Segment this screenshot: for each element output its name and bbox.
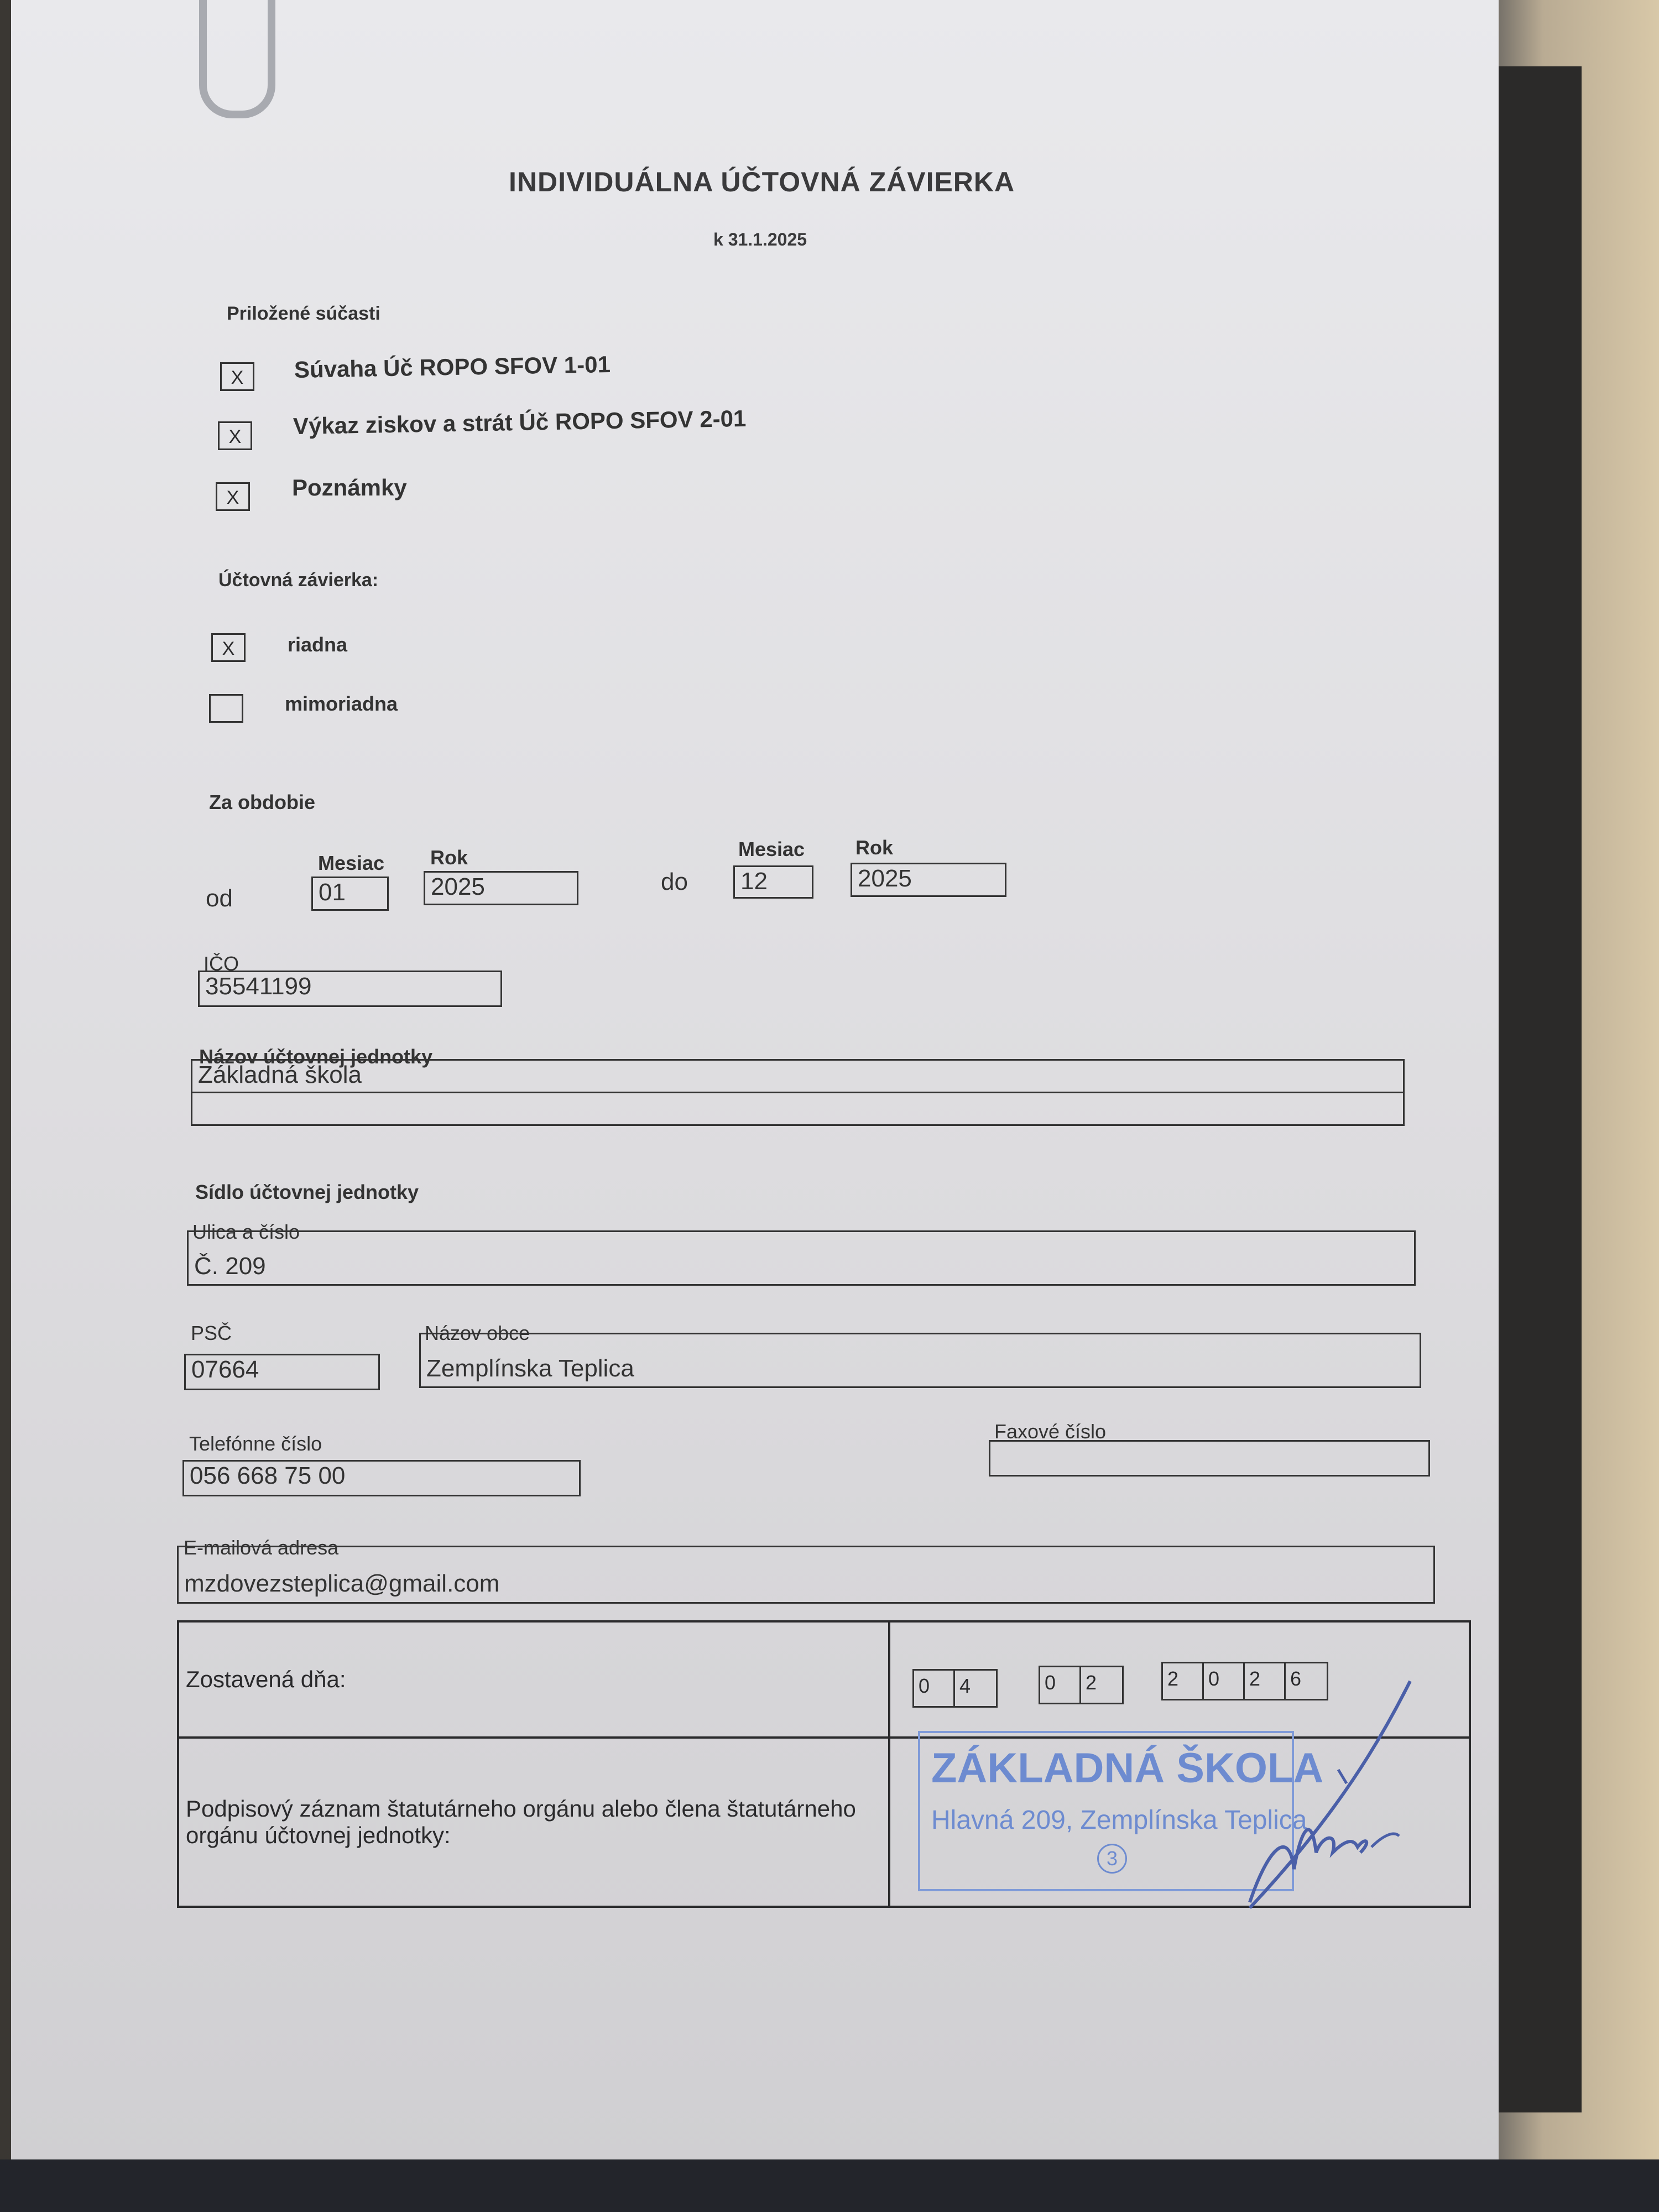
- psc-label: PSČ: [191, 1322, 232, 1344]
- entity-name-line2[interactable]: [191, 1092, 1405, 1126]
- attachments-heading: Priložené súčasti: [227, 303, 380, 324]
- date-year-digit: 0: [1204, 1663, 1245, 1699]
- checkbox-suvaha[interactable]: X: [220, 362, 254, 391]
- date-day-digit: 4: [959, 1674, 971, 1697]
- phone-field[interactable]: 056 668 75 00: [182, 1460, 581, 1496]
- entity-name-line1[interactable]: Základná škola: [191, 1059, 1405, 1093]
- closing-type-heading: Účtovná závierka:: [218, 570, 379, 591]
- date-year-digit: 2: [1163, 1663, 1204, 1699]
- to-label: do: [661, 868, 688, 895]
- checkbox-mimoriadna[interactable]: [209, 694, 243, 723]
- date-month-digit: 2: [1086, 1671, 1097, 1694]
- phone-label: Telefónne číslo: [189, 1432, 322, 1455]
- entity-name-label: Názov účtovnej jednotky: [199, 1045, 433, 1068]
- checkbox-riadna[interactable]: X: [211, 633, 246, 662]
- stamp-line2: Hlavná 209, Zemplínska Teplica: [931, 1806, 1307, 1835]
- label-mimoriadna: mimoriadna: [285, 692, 398, 715]
- label-poznamky: Poznámky: [292, 474, 407, 500]
- handwritten-signature: [1172, 1670, 1449, 1924]
- compiled-label: Zostavená dňa:: [178, 1621, 889, 1738]
- desk-bottom: [0, 2159, 1659, 2212]
- ico-field[interactable]: 35541199: [198, 971, 502, 1007]
- stamp-line1: ZÁKLADNÁ ŠKOLA: [931, 1745, 1324, 1792]
- ico-label: IČO: [204, 952, 239, 975]
- checkbox-poznamky[interactable]: X: [216, 482, 250, 511]
- to-year-label: Rok: [855, 836, 894, 859]
- date-day-field[interactable]: [912, 1669, 998, 1708]
- address-heading: Sídlo účtovnej jednotky: [195, 1181, 419, 1203]
- label-suvaha: Súvaha Úč ROPO SFOV 1-01: [294, 351, 611, 383]
- date-year-digit: 6: [1290, 1667, 1302, 1690]
- document-date: k 31.1.2025: [713, 229, 807, 249]
- stamp-number: 3: [1097, 1844, 1127, 1874]
- checkbox-vykaz[interactable]: X: [218, 421, 252, 450]
- fax-label: Faxové číslo: [994, 1420, 1107, 1443]
- from-year-label: Rok: [430, 846, 468, 869]
- label-vykaz: Výkaz ziskov a strát Úč ROPO SFOV 2-01: [293, 405, 747, 440]
- to-year-field[interactable]: 2025: [851, 863, 1006, 897]
- from-year-field[interactable]: 2025: [424, 871, 578, 905]
- to-month-field[interactable]: 12: [733, 865, 813, 899]
- email-label: E-mailová adresa: [184, 1536, 339, 1559]
- label-riadna: riadna: [288, 633, 348, 656]
- fax-field[interactable]: [989, 1440, 1430, 1477]
- from-month-field[interactable]: 01: [311, 877, 389, 911]
- date-month-digit: 0: [1040, 1667, 1081, 1703]
- street-label: Ulica a číslo: [192, 1220, 300, 1243]
- signature-label: Podpisový záznam štatutárneho orgánu alebo člena štatutárneho orgánu účtovnej jednotky:: [178, 1738, 889, 1907]
- date-day-digit: 0: [914, 1671, 955, 1706]
- from-label: od: [206, 885, 233, 912]
- period-heading: Za obdobie: [209, 791, 315, 813]
- street-field[interactable]: Č. 209: [187, 1230, 1416, 1286]
- city-label: Názov obce: [425, 1322, 530, 1344]
- city-field[interactable]: Zemplínska Teplica: [419, 1333, 1421, 1388]
- to-month-label: Mesiac: [738, 838, 805, 860]
- date-year-digit: 2: [1245, 1663, 1286, 1699]
- document-title: INDIVIDUÁLNA ÚČTOVNÁ ZÁVIERKA: [509, 166, 1015, 197]
- psc-field[interactable]: 07664: [184, 1354, 380, 1390]
- email-field[interactable]: mzdovezsteplica@gmail.com: [177, 1546, 1435, 1604]
- document-page: [11, 0, 1499, 2168]
- from-month-label: Mesiac: [318, 852, 385, 874]
- paper-clip-icon: [199, 0, 275, 118]
- date-month-field[interactable]: [1039, 1666, 1124, 1704]
